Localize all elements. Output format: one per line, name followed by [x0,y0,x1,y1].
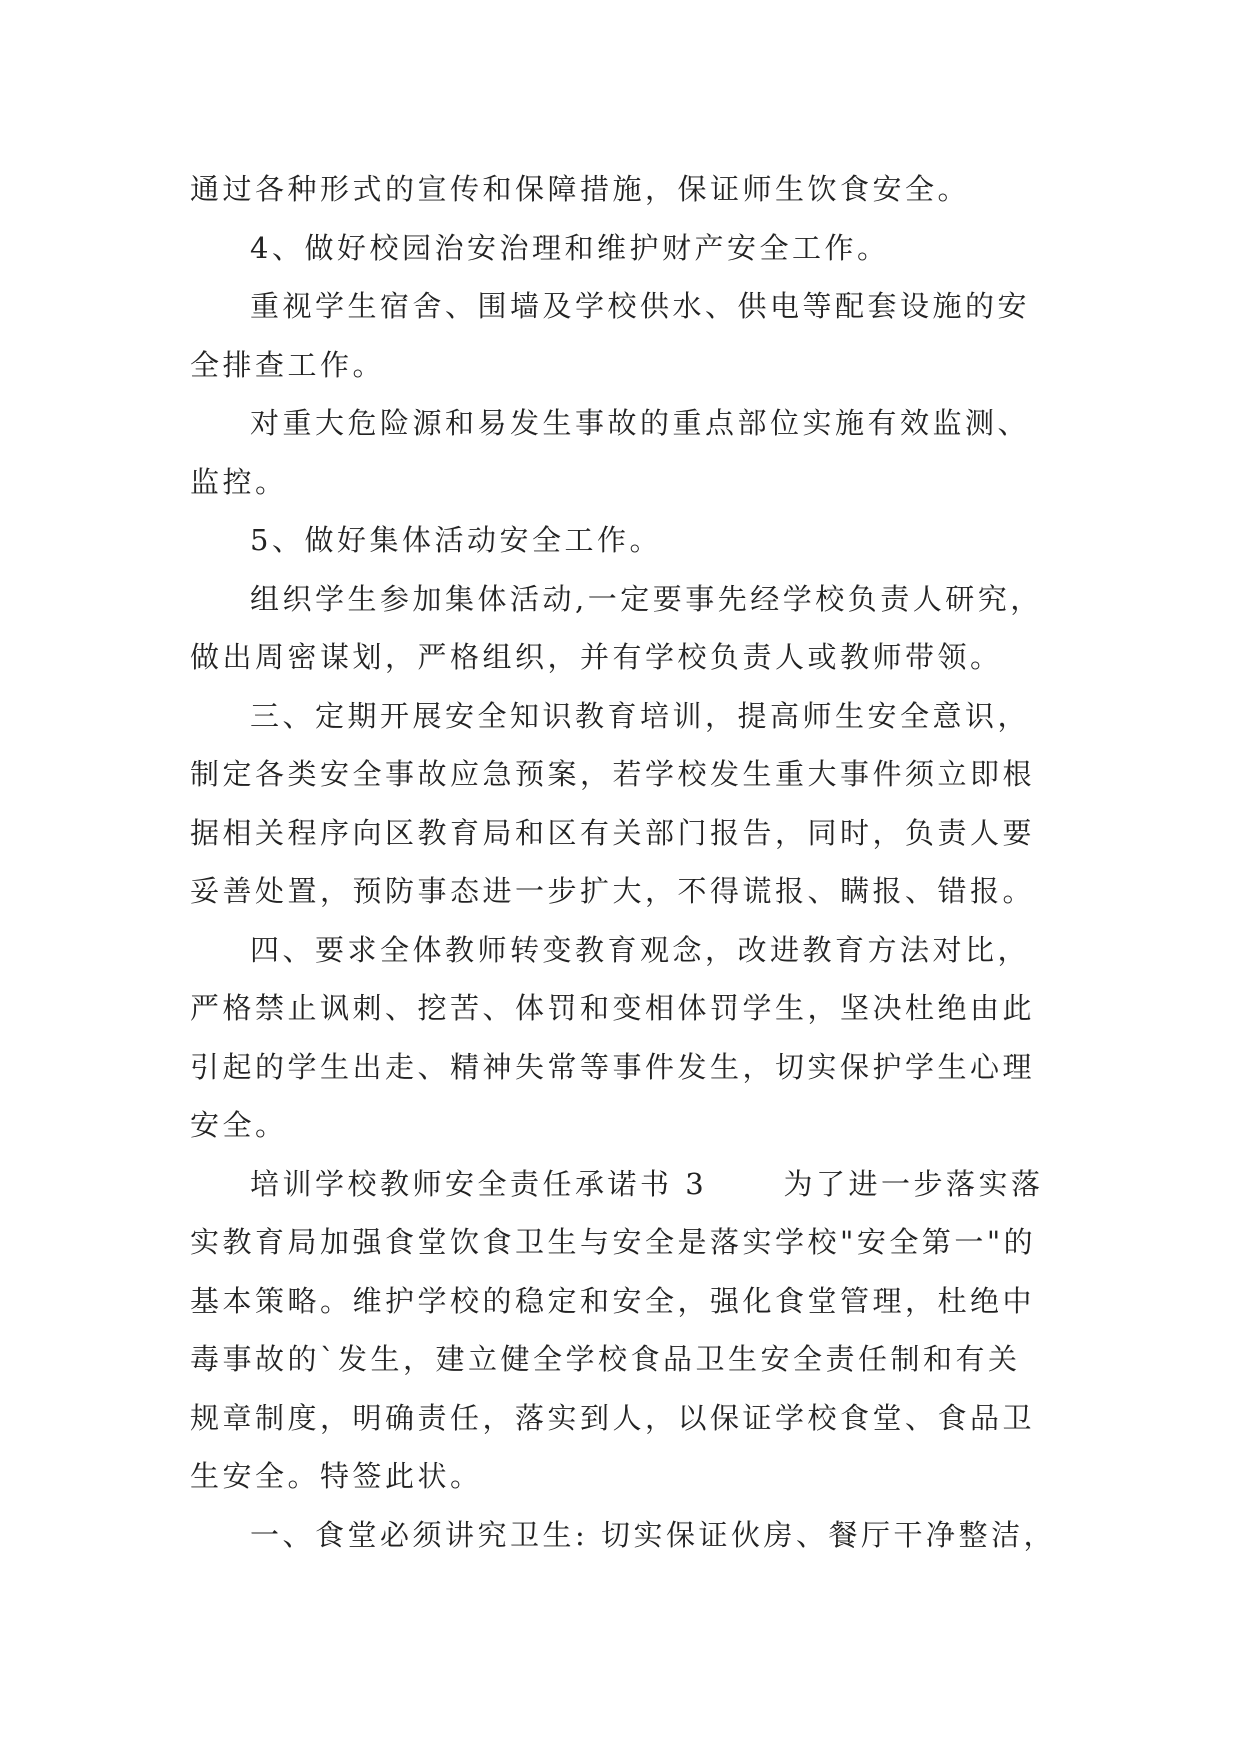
text-line: 做出周密谋划，严格组织，并有学校负责人或教师带领。 [190,640,1003,674]
text-line: 据相关程序向区教育局和区有关部门报告，同时，负责人要 [190,815,1036,850]
text-line: 重视学生宿舍、围墙及学校供水、供电等配套设施的安 [250,289,1031,323]
text-line: 对重大危险源和易发生事故的重点部位实施有效监测、 [250,406,1031,440]
text-line: 实教育局加强食堂饮食卫生与安全是落实学校"安全第一"的 [190,1225,1037,1259]
text-line: 毒事故的`发生，建立健全学校食品卫生安全责任制和有关 [190,1342,1021,1376]
text-line: 生安全。特签此状。 [190,1459,483,1493]
text-line: 一、食堂必须讲究卫生: 切实保证伙房、餐厅干净整洁， [250,1517,1056,1552]
text-line: 四、要求全体教师转变教育观念，改进教育方法对比， [250,932,1031,967]
text-line: 三、定期开展安全知识教育培训，提高师生安全意识， [250,698,1031,733]
text-line: 监控。 [190,464,288,499]
document-title-line: 培训学校教师安全责任承诺书 3 为了进一步落实落 [250,1166,1044,1201]
text-line: 规章制度，明确责任，落实到人，以保证学校食堂、食品卫 [190,1400,1036,1435]
text-line: 基本策略。维护学校的稳定和安全，强化食堂管理，杜绝中 [190,1283,1036,1318]
text-line: 引起的学生出走、精神失常等事件发生，切实保护学生心理 [190,1049,1036,1084]
section-heading: 5、做好集体活动安全工作。 [250,523,662,557]
text-line: 全排查工作。 [190,347,386,382]
text-line: 妥善处置，预防事态进一步扩大，不得谎报、瞒报、错报。 [190,874,1036,908]
section-heading: 4、做好校园治安治理和维护财产安全工作。 [250,230,890,265]
text-line: 通过各种形式的宣传和保障措施，保证师生饮食安全。 [190,172,971,206]
text-line: 严格禁止讽刺、挖苦、体罚和变相体罚学生，坚决杜绝由此 [190,991,1036,1025]
document-body [190,160,1080,1564]
text-line: 制定各类安全事故应急预案，若学校发生重大事件须立即根 [190,757,1036,791]
text-line: 组织学生参加集体活动,一定要事先经学校负责人研究， [250,581,1043,616]
text-line: 安全。 [190,1108,288,1142]
